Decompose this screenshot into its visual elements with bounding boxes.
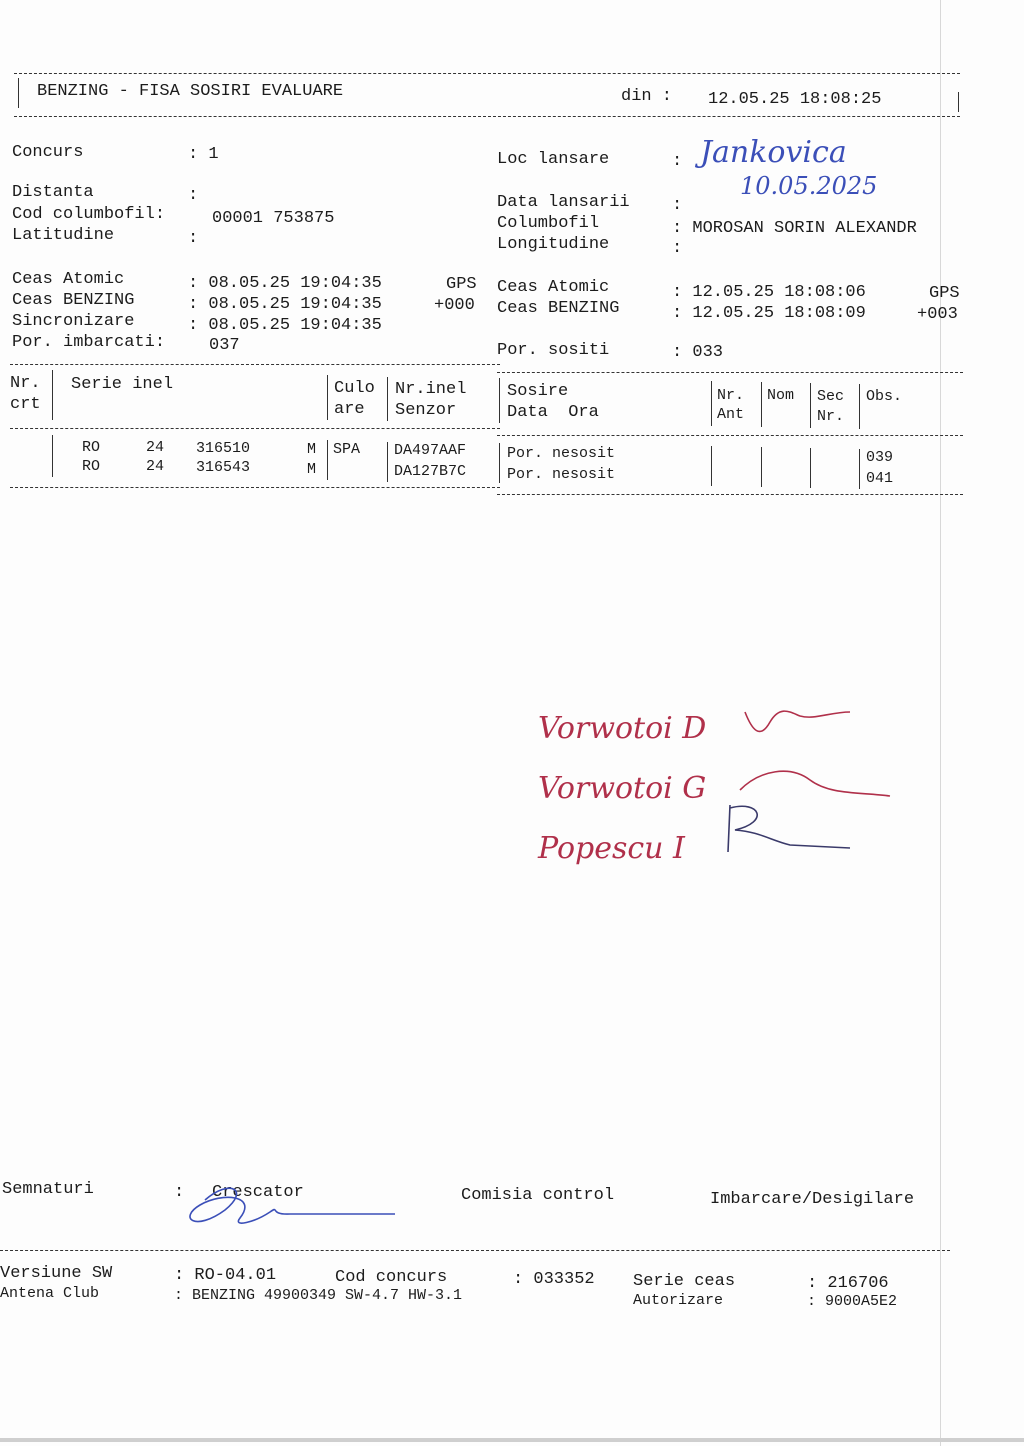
breeder-signature: [190, 1188, 395, 1223]
th-serie-inel: Serie inel: [71, 375, 174, 394]
row-year: 24: [146, 439, 165, 456]
commission-name-3: Popescu I: [538, 831, 685, 866]
ceas-benzing-end-label: Ceas BENZING: [497, 299, 620, 318]
handwritten-launch-location: Jankovica: [700, 135, 847, 170]
imbarcati-value: 037: [209, 336, 240, 355]
latitudine-label: Latitudine: [12, 226, 115, 245]
ceas-atomic-end-label: Ceas Atomic: [497, 278, 610, 297]
commission-name-2: Vorwotoi G: [538, 771, 707, 806]
ceas-atomic-start-label: Ceas Atomic: [12, 270, 125, 289]
comisia-control-label: Comisia control: [461, 1186, 615, 1205]
serie-ceas-label: Serie ceas: [633, 1272, 736, 1291]
th-nr-ant: Nr.: [717, 387, 745, 404]
th-nr-inel: Nr.inel: [395, 380, 467, 399]
cod-columbofil-label: Cod columbofil:: [12, 205, 166, 224]
semnaturi-colon: :: [174, 1183, 185, 1202]
commission-name-1: Vorwotoi D: [538, 711, 707, 746]
antena-club-value: : BENZING 49900349 SW-4.7 HW-3.1: [174, 1287, 463, 1304]
document-title: BENZING - FISA SOSIRI EVALUARE: [37, 82, 344, 101]
versiune-value: : RO-04.01: [174, 1266, 277, 1285]
longitudine-value: :: [672, 239, 683, 258]
columbofil-value: : MOROSAN SORIN ALEXANDR: [672, 219, 917, 238]
ceas-benzing-start-offset: +000: [434, 296, 475, 315]
header-datetime: 12.05.25 18:08:25: [708, 90, 882, 109]
concurs-label: Concurs: [12, 143, 84, 162]
th-sec-nr: Nr.: [817, 408, 845, 425]
ceas-benzing-start-value: : 08.05.25 19:04:35: [188, 295, 382, 314]
autorizare-value: : 9000A5E2: [807, 1293, 898, 1310]
serie-ceas-value: : 216706: [807, 1274, 889, 1293]
longitudine-label: Longitudine: [497, 235, 610, 254]
loc-lansare-label: Loc lansare: [497, 150, 610, 169]
columbofil-label: Columbofil: [497, 214, 600, 233]
ceas-atomic-start-source: GPS: [446, 275, 477, 294]
imbarcare-label: Imbarcare/Desigilare: [710, 1190, 915, 1209]
row-arrival: Por. nesosit: [507, 445, 616, 462]
row-sex: M: [307, 461, 317, 478]
row-year: 24: [146, 458, 165, 475]
data-lansarii-value: :: [672, 196, 683, 215]
row-sensor: DA497AAF: [394, 442, 467, 459]
row-color: SPA: [333, 441, 361, 458]
crescator-label: Crescator: [212, 1183, 304, 1202]
row-sex: M: [307, 441, 317, 458]
concurs-value: : 1: [188, 145, 219, 164]
data-lansarii-label: Data lansarii: [497, 193, 630, 212]
latitudine-value: :: [188, 229, 199, 248]
sositi-value: : 033: [672, 343, 724, 362]
row-obs: 041: [866, 470, 894, 487]
commission-signature-3: [728, 805, 850, 852]
th-nr: Nr.: [10, 374, 41, 393]
row-arrival: Por. nesosit: [507, 466, 616, 483]
sincronizare-value: : 08.05.25 19:04:35: [188, 316, 382, 335]
ceas-benzing-end-value: : 12.05.25 18:08:09: [672, 304, 866, 323]
th-crt: crt: [10, 395, 41, 414]
ceas-benzing-end-offset: +003: [917, 305, 958, 324]
th-data-ora: Data Ora: [507, 403, 599, 422]
row-country: RO: [82, 439, 101, 456]
imbarcati-label: Por. imbarcati:: [12, 333, 166, 352]
th-culoare-2: are: [334, 400, 365, 419]
cod-concurs-label: Cod concurs: [335, 1268, 448, 1287]
th-sosire: Sosire: [507, 382, 569, 401]
commission-signature-1: [745, 711, 850, 731]
commission-signature-2: [740, 771, 890, 796]
ceas-benzing-start-label: Ceas BENZING: [12, 291, 135, 310]
semnaturi-label: Semnaturi: [2, 1180, 94, 1199]
row-obs: 039: [866, 449, 894, 466]
ceas-atomic-end-value: : 12.05.25 18:08:06: [672, 283, 866, 302]
row-country: RO: [82, 458, 101, 475]
din-label: din :: [621, 87, 673, 106]
sincronizare-label: Sincronizare: [12, 312, 135, 331]
ceas-atomic-end-source: GPS: [929, 284, 960, 303]
th-culoare-1: Culo: [334, 379, 375, 398]
th-obs: Obs.: [866, 388, 903, 405]
cod-concurs-value: : 033352: [513, 1270, 595, 1289]
row-ring-number: 316543: [196, 459, 251, 476]
antena-club-label: Antena Club: [0, 1285, 100, 1302]
versiune-label: Versiune SW: [0, 1264, 113, 1283]
handwritten-launch-date: 10.05.2025: [740, 172, 878, 200]
th-ant: Ant: [717, 406, 745, 423]
autorizare-label: Autorizare: [633, 1292, 724, 1309]
th-senzor: Senzor: [395, 401, 457, 420]
distanta-value: :: [188, 186, 199, 205]
cod-columbofil-value: 00001 753875: [212, 209, 335, 228]
loc-lansare-value: :: [672, 152, 683, 171]
row-ring-number: 316510: [196, 440, 251, 457]
sositi-label: Por. sositi: [497, 341, 610, 360]
ceas-atomic-start-value: : 08.05.25 19:04:35: [188, 274, 382, 293]
th-nom: Nom: [767, 387, 795, 404]
distanta-label: Distanta: [12, 183, 94, 202]
th-sec: Sec: [817, 388, 845, 405]
row-sensor: DA127B7C: [394, 463, 467, 480]
